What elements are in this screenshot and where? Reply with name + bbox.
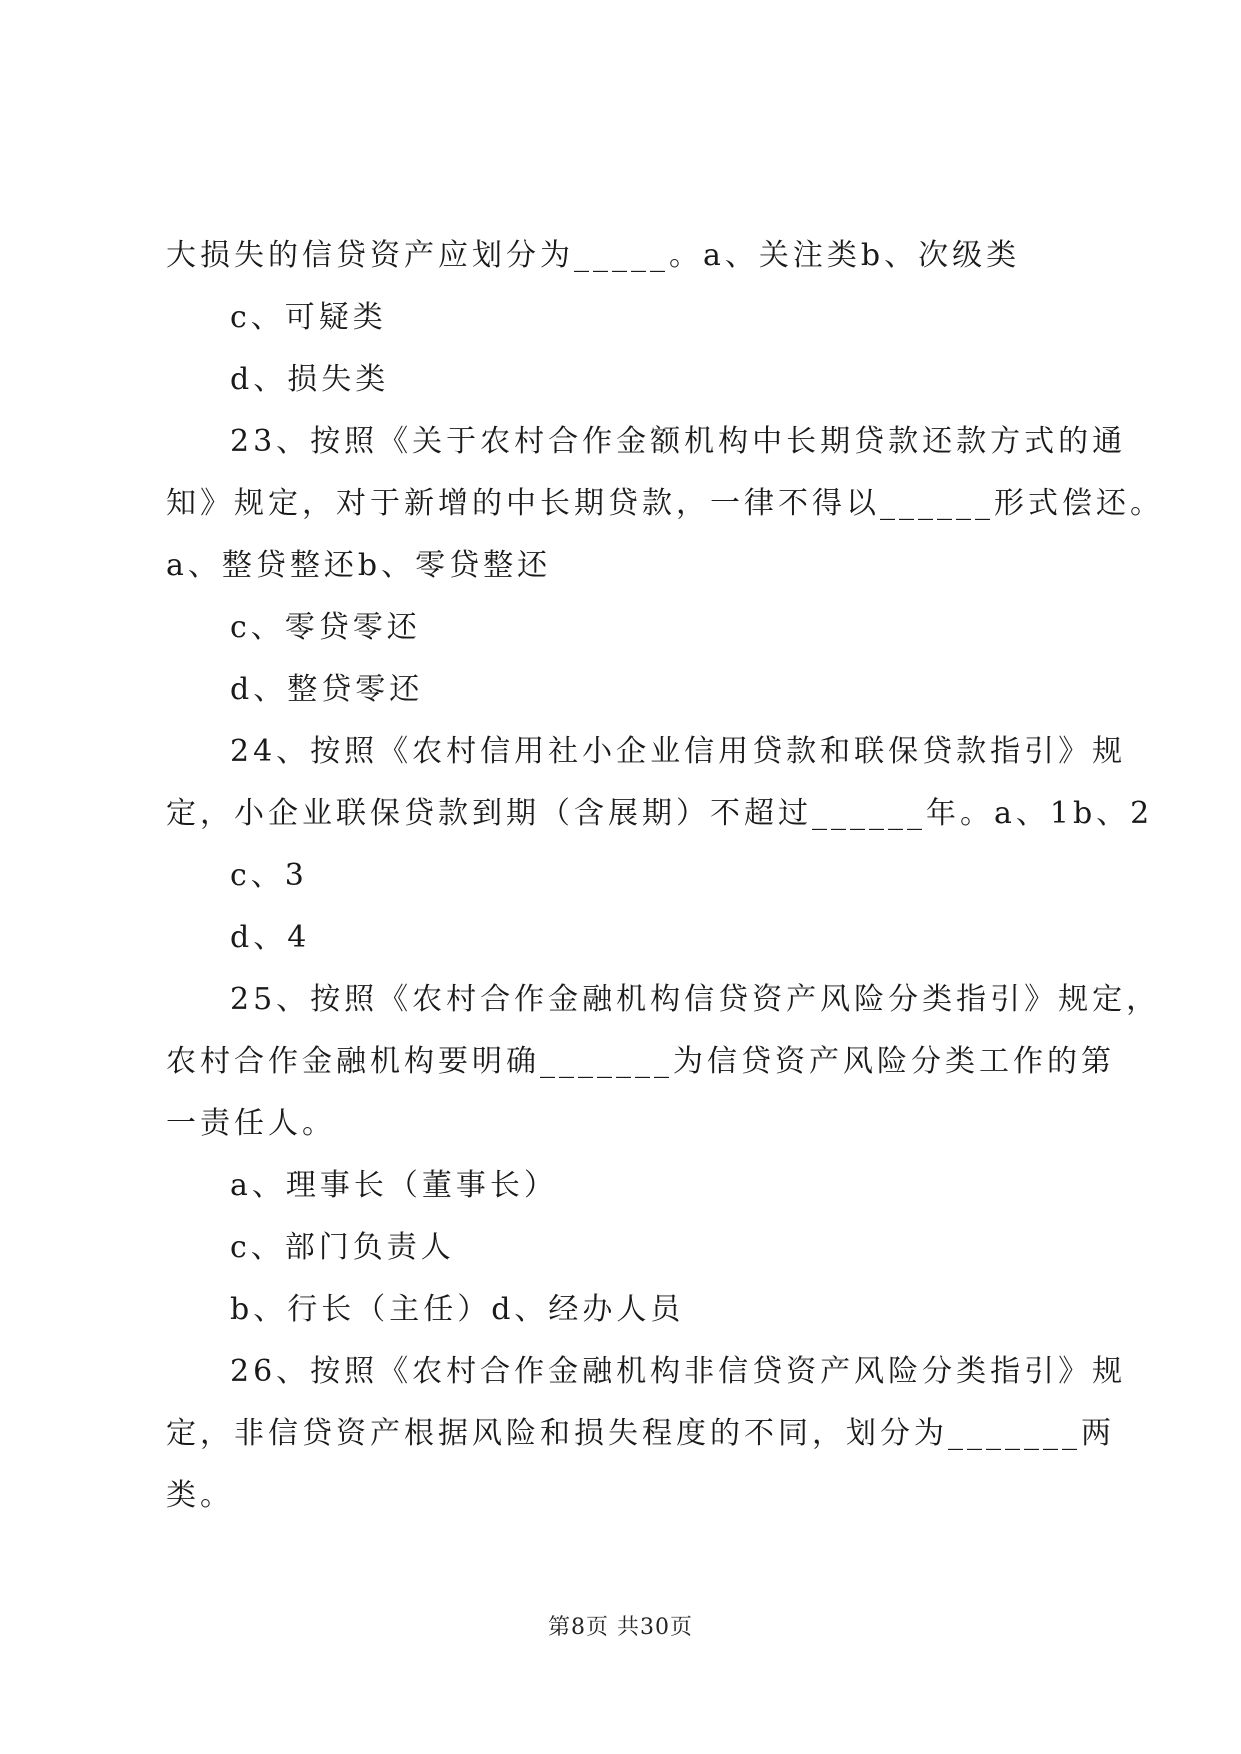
text-line: 定，小企业联保贷款到期（含展期）不超过______年。a、1b、2 bbox=[166, 796, 1154, 831]
text-line: 类。 bbox=[166, 1478, 234, 1513]
option-line: a、理事长（董事长） bbox=[230, 1168, 558, 1203]
question-line: 24、按照《农村信用社小企业信用贷款和联保贷款指引》规 bbox=[230, 734, 1127, 769]
text-line: 知》规定，对于新增的中长期贷款，一律不得以______形式偿还。 bbox=[166, 486, 1164, 521]
question-line: 23、按照《关于农村合作金额机构中长期贷款还款方式的通 bbox=[230, 424, 1127, 459]
option-line: d、损失类 bbox=[230, 362, 390, 397]
option-line: c、部门负责人 bbox=[230, 1230, 455, 1265]
page-footer: 第8页 共30页 bbox=[548, 1615, 693, 1640]
text-line: 农村合作金融机构要明确_______为信贷资产风险分类工作的第 bbox=[166, 1044, 1115, 1079]
option-line: c、3 bbox=[230, 858, 308, 893]
option-line: c、零贷零还 bbox=[230, 610, 421, 645]
text-line: 一责任人。 bbox=[166, 1106, 336, 1141]
option-line: d、4 bbox=[230, 920, 311, 955]
option-line: a、整贷整还b、零贷整还 bbox=[166, 548, 552, 583]
option-line: c、可疑类 bbox=[230, 300, 387, 335]
question-line: 26、按照《农村合作金融机构非信贷资产风险分类指引》规 bbox=[230, 1354, 1127, 1389]
option-line: d、整贷零还 bbox=[230, 672, 424, 707]
option-line: b、行长（主任）d、经办人员 bbox=[230, 1292, 685, 1327]
text-line: 定，非信贷资产根据风险和损失程度的不同，划分为_______两 bbox=[166, 1416, 1115, 1451]
text-line: 大损失的信贷资产应划分为_____。a、关注类b、次级类 bbox=[166, 238, 1021, 273]
question-line: 25、按照《农村合作金融机构信贷资产风险分类指引》规定， bbox=[230, 982, 1161, 1017]
document-body bbox=[166, 225, 1164, 1527]
